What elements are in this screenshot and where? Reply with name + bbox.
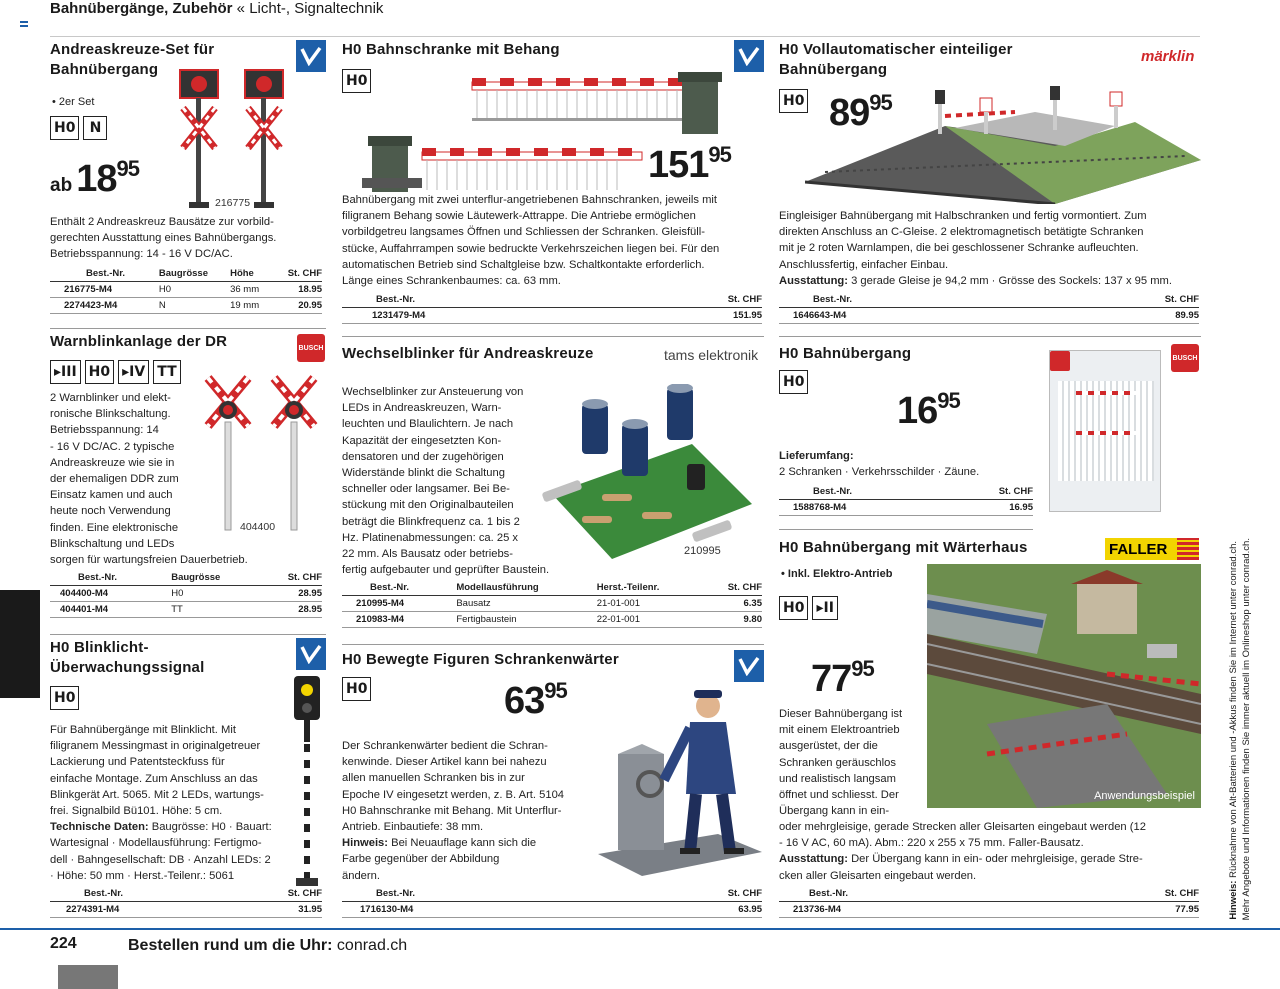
- page-header: [50, 0, 383, 17]
- product-title: H0 Bahnübergang: [779, 345, 912, 362]
- badge-epoch: ▸II: [812, 596, 837, 620]
- product-title: Warnblinkanlage der DR: [50, 333, 228, 350]
- divider: [779, 529, 1033, 530]
- badge-h0: H0: [342, 69, 371, 93]
- badge-h0: H0: [779, 596, 808, 620]
- menu-icon[interactable]: [20, 21, 28, 27]
- badge-h0: H0: [50, 686, 79, 710]
- bullet: • Inkl. Elektro-Antrieb: [781, 568, 893, 580]
- order-table: Best.-Nr. St. CHF 1588768-M4 16.95: [779, 484, 1033, 516]
- viessmann-logo: [734, 650, 764, 682]
- badge-h0: H0: [50, 116, 79, 140]
- busch-logo: BUSCH: [297, 334, 325, 362]
- image-code: 210995: [684, 545, 721, 557]
- description: Wechselblinker zur Ansteuerung von LEDs in Andreaskreuzen, Warn- leuchten und Blaulichtern. Je nach Kapazität der eingesetzten Kon- densatoren und der zugehörigen Widerstände blinkt die Schaltung schneller oder langsamer. Bei Be- stückung mit den Originalbauteilen beträgt die Blinkfrequenz ca. 1 bis 2 Hz. Platinenabmessungen: ca. 25 x 22 mm. Als Bausatz oder betriebs- fertig aufgebauter und geprüfter Baustein.: [342, 386, 550, 577]
- table-row[interactable]: 1716130-M4 63.95: [342, 902, 762, 918]
- table-row[interactable]: 213736-M4 77.95: [779, 902, 1199, 918]
- footer-line: [0, 928, 1280, 930]
- product-blinklicht: [50, 638, 326, 923]
- table-row[interactable]: 404400-M4 H0 28.95: [50, 586, 322, 602]
- product-bahnuebergang: [779, 344, 1201, 524]
- divider: [50, 36, 1200, 37]
- badge-epoch: ▸III: [50, 360, 81, 384]
- table-row[interactable]: 210983-M4 Fertigbaustein 22-01-001 9.80: [342, 612, 762, 628]
- product-title: H0 Blinklicht- Überwachungssignal: [50, 639, 205, 676]
- price: $89^{95}$: [829, 90, 892, 134]
- description: Enthält 2 Andreaskreuz Bausätze zur vorbild- gerechten Ausstattung eines Bahnübergangs. Betriebsspannung: 14 - 16 V DC/AC.: [50, 216, 277, 261]
- package-image: [1049, 350, 1161, 512]
- product-title: H0 Bahnübergang mit Wärterhaus: [779, 539, 1028, 556]
- header-breadcrumb: « Licht-, Signaltechnik: [232, 0, 384, 17]
- product-title: H0 Bahnschranke mit Behang: [342, 41, 560, 58]
- bahnuebergang-image: [805, 86, 1201, 204]
- product-title: H0 Bewegte Figuren Schrankenwärter: [342, 651, 619, 668]
- waerter-image: [598, 684, 764, 880]
- product-title: Andreaskreuze-Set für Bahnübergang: [50, 41, 215, 78]
- table-row[interactable]: 404401-M4 TT 28.95: [50, 602, 322, 618]
- waerterhaus-image: [927, 564, 1201, 808]
- product-vollautomatisch: [779, 40, 1201, 325]
- size-badges: [779, 596, 838, 620]
- divider: [342, 644, 764, 645]
- image-code: 216775: [215, 197, 251, 209]
- chapter-tab: [0, 590, 40, 698]
- bullet: • 2er Set: [52, 96, 95, 108]
- price: $77^{95}$: [811, 656, 874, 700]
- description: Der Schrankenwärter bedient die Schran- kenwinde. Dieser Artikel kann bei nahezu allen manuellen Schranken bis in zur Epoche IV eingesetzt werden, z. B. Art. 5104 H0 Bahnschranke mit Behang. Mit Unterflur- Antrieb. Einbautiefe: 38 mm. Hinweis: Bei Neuauflage kann sich die Farbe gegenüber der Abbildung ändern.: [342, 740, 565, 882]
- product-title: Wechselblinker für Andreaskreuze: [342, 345, 594, 362]
- price: $151^{95}$: [648, 142, 731, 186]
- size-badges: [50, 360, 181, 384]
- badge-h0: H0: [779, 89, 808, 113]
- description: Bahnübergang mit zwei unterflur-angetriebenen Bahnschranken, jeweils mit filigranem Behang sowie Läutewerk-Attrappe. Die Antriebe ermöglichen vorbildgetreu langsames Öffnen und Schliessen der Schranken. Gleisfüll- stücke, Auffahrrampen sowie bedruckte Verkehrszeichen liegen bei. Für den automatischen Betrieb sind Schaltgleise bzw. Schaltkontakte erforderlich. Länge eines Schrankenbaumes: ca. 63 mm.: [342, 194, 720, 288]
- product-schrankenwaerter: [342, 650, 764, 922]
- footer-order[interactable]: Bestellen rund um die Uhr: conrad.ch: [128, 937, 408, 954]
- divider: [342, 336, 764, 337]
- header-title: Bahnübergänge, Zubehör: [50, 0, 233, 17]
- order-table: Best.-Nr. St. CHF 2274391-M4 31.95: [50, 886, 322, 918]
- divider: [50, 634, 326, 635]
- side-note: Hinweis: Rücknahme von Alt-Batterien und -Akkus finden Sie im Internet unter conrad.ch. Mehr Angebote und Informationen finden Sie immer aktuell im Onlineshop unter conrad.ch.: [1228, 537, 1252, 920]
- order-table: Best.-Nr. Baugrösse Höhe St. CHF 216775-M4 H0 36 mm 18.95 2274423-M4 N 19 mm 20.95: [50, 266, 322, 314]
- product-warnblinkanlage: [50, 332, 326, 622]
- order-table: Best.-Nr. Modellausführung Herst.-Teilenr. St. CHF 210995-M4 Bausatz 21-01-001 6.35 210983-M4 Fertigbaustein 22-01-001 9.80: [342, 580, 762, 628]
- signal-image: [290, 672, 326, 892]
- description-wide: oder mehrgleisige, gerade Strecken aller Gleisarten eingebaut werden (12 - 16 V AC, 60 mA). Abm.: 220 x 255 x 75 mm. Faller-Bausatz. Ausstattung: Der Übergang kann in ein- oder mehrgleisige, gerade Stre- cken aller Gleisarten eingebaut werden.: [779, 821, 1146, 882]
- table-row[interactable]: 1646643-M4 89.95: [779, 308, 1199, 324]
- product-title: H0 Vollautomatischer einteiliger Bahnübergang: [779, 41, 1013, 78]
- price: ab $18^{95}$: [50, 156, 139, 200]
- product-bahnschranke: [342, 40, 764, 325]
- product-wechselblinker: [342, 344, 764, 634]
- table-row[interactable]: 2274391-M4 31.95: [50, 902, 322, 918]
- viessmann-logo: [296, 638, 326, 670]
- table-row[interactable]: 210995-M4 Bausatz 21-01-001 6.35: [342, 596, 762, 612]
- description: Dieser Bahnübergang ist mit einem Elektroantrieb ausgerüstet, der die Schranken geräuschlos und realistisch langsam öffnet und schliesst. Der Übergang kann in ein-: [779, 708, 903, 818]
- divider: [779, 336, 1201, 337]
- faller-logo: FALLER: [1105, 538, 1199, 560]
- description: Eingleisiger Bahnübergang mit Halbschranken und fertig vormontiert. Zum direkten Anschluss an C-Gleise. 2 elektromagnetisch betätigte Schranken mit je 2 roten Warnlampen, die bei geschlossener Schranke aufleuchten. Anschlussfertig, einfacher Einbau. Ausstattung: 3 gerade Gleise je 94,2 mm · Grösse des Sockels: 137 x 95 mm.: [779, 210, 1172, 287]
- table-row[interactable]: 1588768-M4 16.95: [779, 500, 1033, 516]
- table-row[interactable]: 1231479-M4 151.95: [342, 308, 762, 324]
- page-number: 224: [50, 935, 77, 952]
- badge-h0: H0: [779, 370, 808, 394]
- badge-h0: H0: [342, 677, 371, 701]
- order-table: Best.-Nr. Baugrösse St. CHF 404400-M4 H0 28.95 404401-M4 TT 28.95: [50, 570, 322, 618]
- image-caption: Anwendungsbeispiel: [1094, 790, 1195, 802]
- table-row[interactable]: 216775-M4 H0 36 mm 18.95: [50, 282, 322, 298]
- maerklin-logo: märklin: [1141, 48, 1195, 65]
- description: Lieferumfang: 2 Schranken · Verkehrsschilder · Zäune.: [779, 450, 980, 479]
- product-waerterhaus: [779, 538, 1201, 923]
- faller-stripes-icon: [1177, 538, 1199, 560]
- busch-logo: BUSCH: [1171, 344, 1199, 372]
- order-table: Best.-Nr. St. CHF 1716130-M4 63.95: [342, 886, 762, 918]
- badge-h0: H0: [85, 360, 114, 384]
- tams-logo: tams elektronik: [664, 347, 759, 363]
- divider: [50, 328, 326, 329]
- order-table: Best.-Nr. St. CHF 1231479-M4 151.95: [342, 292, 762, 324]
- image-code: 404400: [240, 521, 276, 533]
- platine-image: [542, 384, 762, 564]
- size-badges: [50, 116, 107, 140]
- product-andreaskreuze: [50, 40, 326, 320]
- description: Für Bahnübergänge mit Blinklicht. Mit filigranem Messingmast in originalgetreuer Lackierung und Patentsteckfuss für einfache Montage. Zum Anschluss an das Blinkgerät Art. 5065. Mit 2 LEDs, wartungs- frei. Signalbild Bü101. Höhe: 5 cm. Technische Daten: Baugrösse: H0 · Bauart: Wartesignal · Modellausführung: Fertigmo- dell · Bahngesellschaft: DB · Anzahl LEDs: 2 · Höhe: 50 mm · Herst.-Teilenr.: 5061: [50, 724, 272, 882]
- order-table: Best.-Nr. St. CHF 1646643-M4 89.95: [779, 292, 1199, 324]
- price: $16^{95}$: [897, 388, 960, 432]
- viessmann-logo: [296, 40, 326, 72]
- footer-block: [58, 965, 118, 989]
- badge-epoch: ▸IV: [118, 360, 149, 384]
- badge-n: N: [83, 116, 107, 140]
- order-table: Best.-Nr. St. CHF 213736-M4 77.95: [779, 886, 1199, 918]
- description: 2 Warnblinker und elekt- ronische Blinkschaltung. Betriebsspannung: 14 - 16 V DC/AC. 2 typische Andreaskreuze wie sie in der ehemaligen DDR zum Einsatz kamen und auch heute noch Verwendung finden. Eine elektronische Blinkschaltung und LEDs sorgen für wartungsfreien Dauerbetrieb.: [50, 392, 248, 567]
- table-row[interactable]: 2274423-M4 N 19 mm 20.95: [50, 298, 322, 314]
- badge-tt: TT: [153, 360, 180, 384]
- andreaskreuz-image: [175, 68, 290, 210]
- price: $63^{95}$: [504, 678, 567, 722]
